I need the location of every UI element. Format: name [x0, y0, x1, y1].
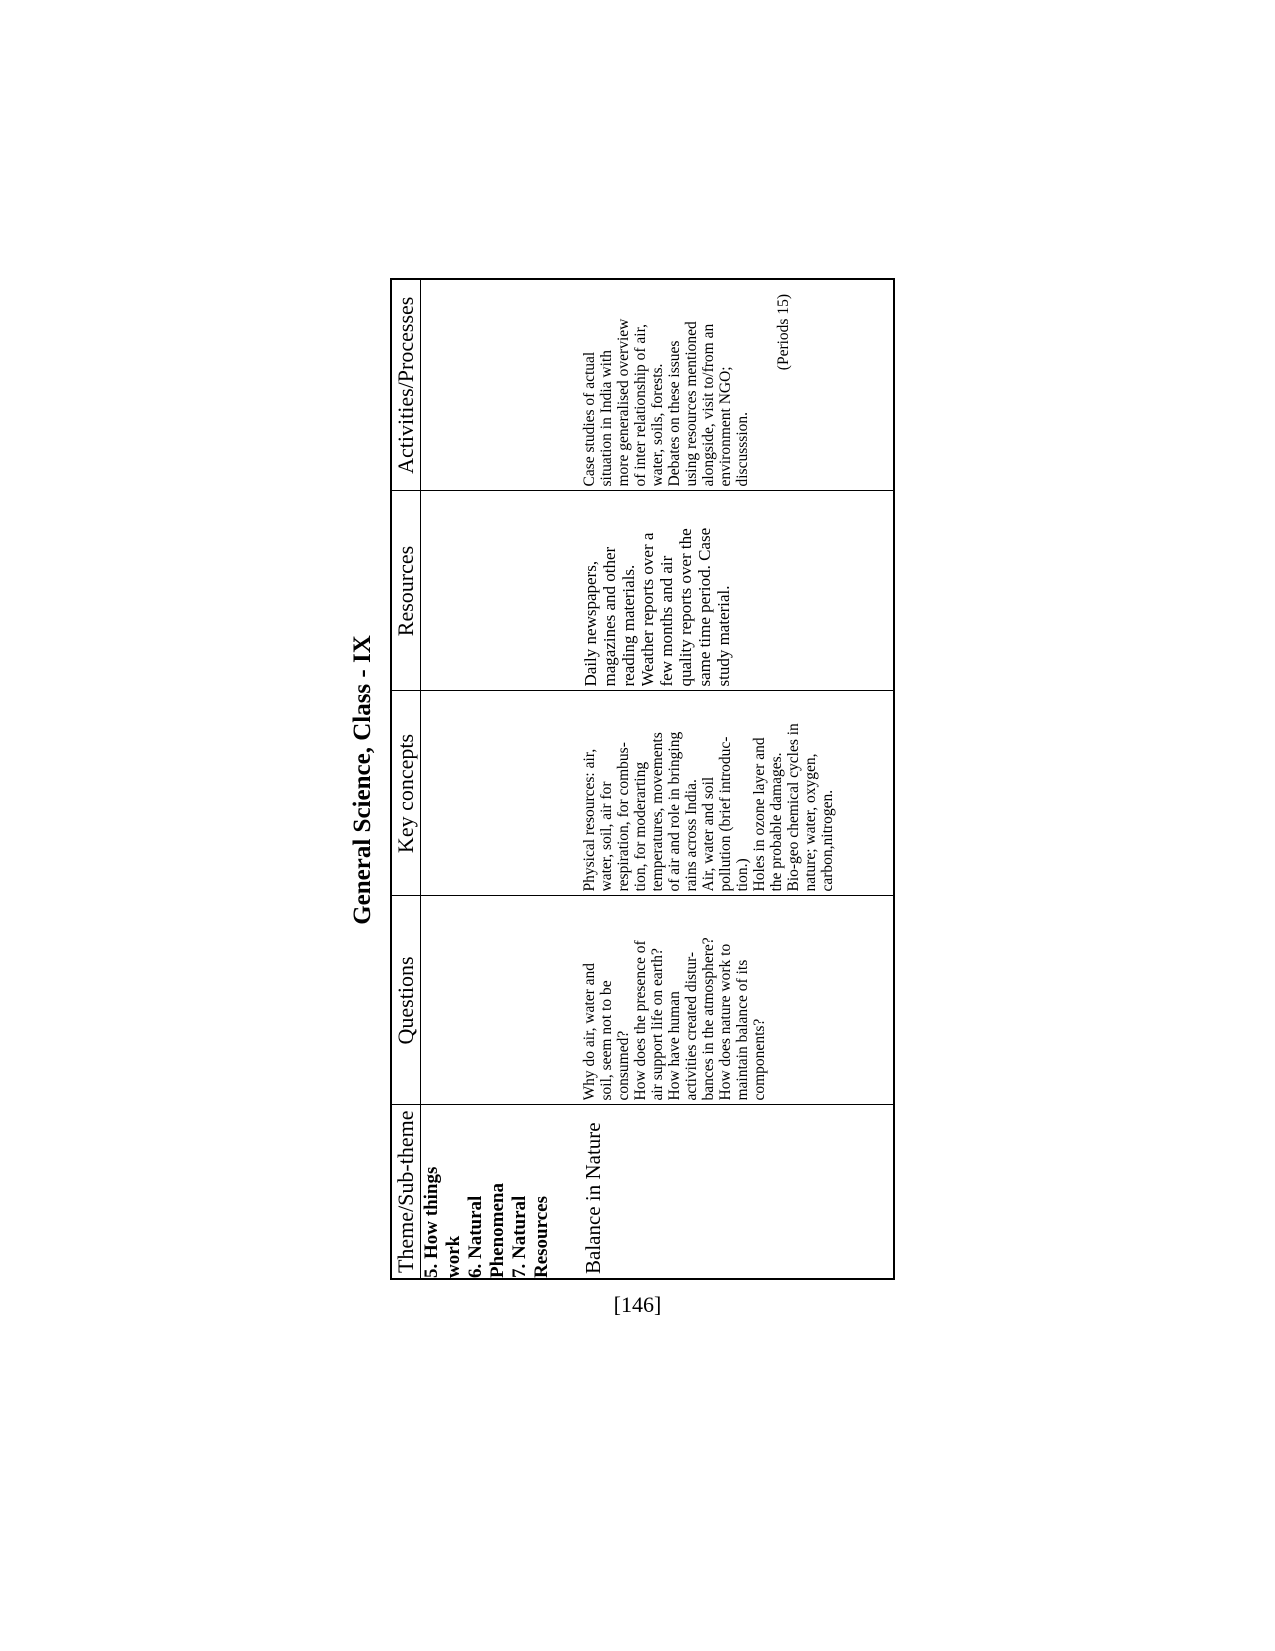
header-activities: Activities/Processes	[391, 279, 421, 491]
key-concepts-line: Physical resources: air,	[581, 748, 598, 892]
theme-row	[421, 279, 582, 1279]
key-concepts-line: temperatures, movements	[649, 732, 666, 892]
resources-line: reading materials.	[619, 564, 638, 687]
theme-line: 7. Natural	[509, 1195, 530, 1278]
key-concepts-line: pollution (brief introduc-	[717, 736, 734, 892]
questions-line: How does the presence of	[632, 940, 649, 1101]
activities-line: Debates on these issues	[666, 340, 683, 487]
page-title: General Science, Class - IX	[349, 635, 376, 925]
theme-line: Resources	[531, 1196, 552, 1278]
activities-line: using resources mentioned	[683, 321, 700, 487]
activities-line: alongside, visit to/from an	[700, 323, 717, 487]
key-concepts-line: Bio-geo chemical cycles in	[785, 723, 802, 892]
table-header-row	[391, 279, 421, 1279]
key-concepts-line: tion.)	[734, 858, 751, 892]
theme-line: 6. Natural	[465, 1195, 486, 1278]
questions-line: Why do air, water and	[581, 962, 598, 1101]
resources-line: quality reports over the	[676, 528, 695, 687]
key-concepts-line: tion, for moderarting	[632, 761, 649, 892]
theme-line: 5. How things	[421, 1166, 442, 1278]
questions-line: components?	[751, 1018, 768, 1101]
key-concepts-line: rains across India.	[683, 779, 700, 892]
resources-line: Daily newspapers,	[581, 560, 600, 687]
activities-line: more generalised overview	[615, 318, 632, 487]
subtheme-cell	[581, 1105, 894, 1279]
key-concepts-text	[581, 692, 836, 896]
questions-line: bances in the atmosphere?	[700, 937, 717, 1101]
subtheme-label: Balance in Nature	[581, 1122, 605, 1274]
resources-line: same time period. Case	[695, 527, 714, 687]
resources-line: Weather reports over a	[638, 532, 657, 687]
theme-cell	[421, 1105, 582, 1279]
questions-line: How have human	[666, 991, 683, 1101]
activities-line: environment NGO;	[717, 366, 734, 487]
questions-line: consumed?	[615, 1030, 632, 1101]
questions-line: How does nature work to	[717, 943, 734, 1101]
resources-line: magazines and other	[600, 546, 619, 687]
theme-line: Phenomena	[487, 1183, 508, 1278]
resources-line: study material.	[714, 585, 733, 687]
key-concepts-line: water, soil, air for	[598, 781, 615, 892]
key-concepts-line: the probable damages.	[768, 752, 785, 892]
questions-empty-cell	[421, 896, 582, 1105]
activities-line: discusssion.	[734, 412, 751, 487]
questions-line: maintain balance of its	[734, 959, 751, 1101]
questions-line: soil, seem not to be	[598, 980, 615, 1101]
activities-line: of inter relationship of air,	[632, 323, 649, 487]
questions-line: air support life on earth?	[649, 948, 666, 1101]
key-concepts-line: of air and role in bringing	[666, 731, 683, 892]
header-questions: Questions	[391, 896, 421, 1105]
rotated-page-content	[343, 280, 898, 1280]
resources-line: few months and air	[657, 555, 676, 687]
key-concepts-line: carbon,nitrogen.	[819, 789, 836, 892]
theme-line: work	[443, 1235, 464, 1278]
key-concepts-cell	[581, 691, 894, 896]
activities-line: situation in India with	[598, 350, 615, 487]
activities-text	[581, 280, 792, 491]
syllabus-table	[390, 278, 895, 1280]
header-resources: Resources	[391, 491, 421, 691]
activities-line: Case studies of actual	[581, 351, 598, 487]
key-concepts-empty-cell	[421, 691, 582, 896]
page-number: [146]	[613, 1292, 662, 1317]
header-key-concepts: Key concepts	[391, 691, 421, 896]
key-concepts-line: respiration, for combus-	[615, 742, 632, 892]
activities-empty-cell	[421, 279, 582, 491]
content-row	[581, 279, 894, 1279]
questions-line: activities created distur-	[683, 951, 700, 1101]
questions-text	[581, 897, 768, 1105]
resources-text	[581, 492, 733, 691]
key-concepts-line: Air, water and soil	[700, 776, 717, 892]
activities-line: water, soils, forests.	[649, 363, 666, 487]
key-concepts-line: Holes in ozone layer and	[751, 737, 768, 892]
activities-cell	[581, 279, 894, 491]
header-theme: Theme/Sub-theme	[391, 1105, 421, 1279]
resources-empty-cell	[421, 491, 582, 691]
questions-cell	[581, 896, 894, 1105]
periods-note: (Periods 15)	[775, 294, 792, 371]
key-concepts-line: nature; water, oxygen,	[802, 753, 819, 892]
resources-cell	[581, 491, 894, 691]
